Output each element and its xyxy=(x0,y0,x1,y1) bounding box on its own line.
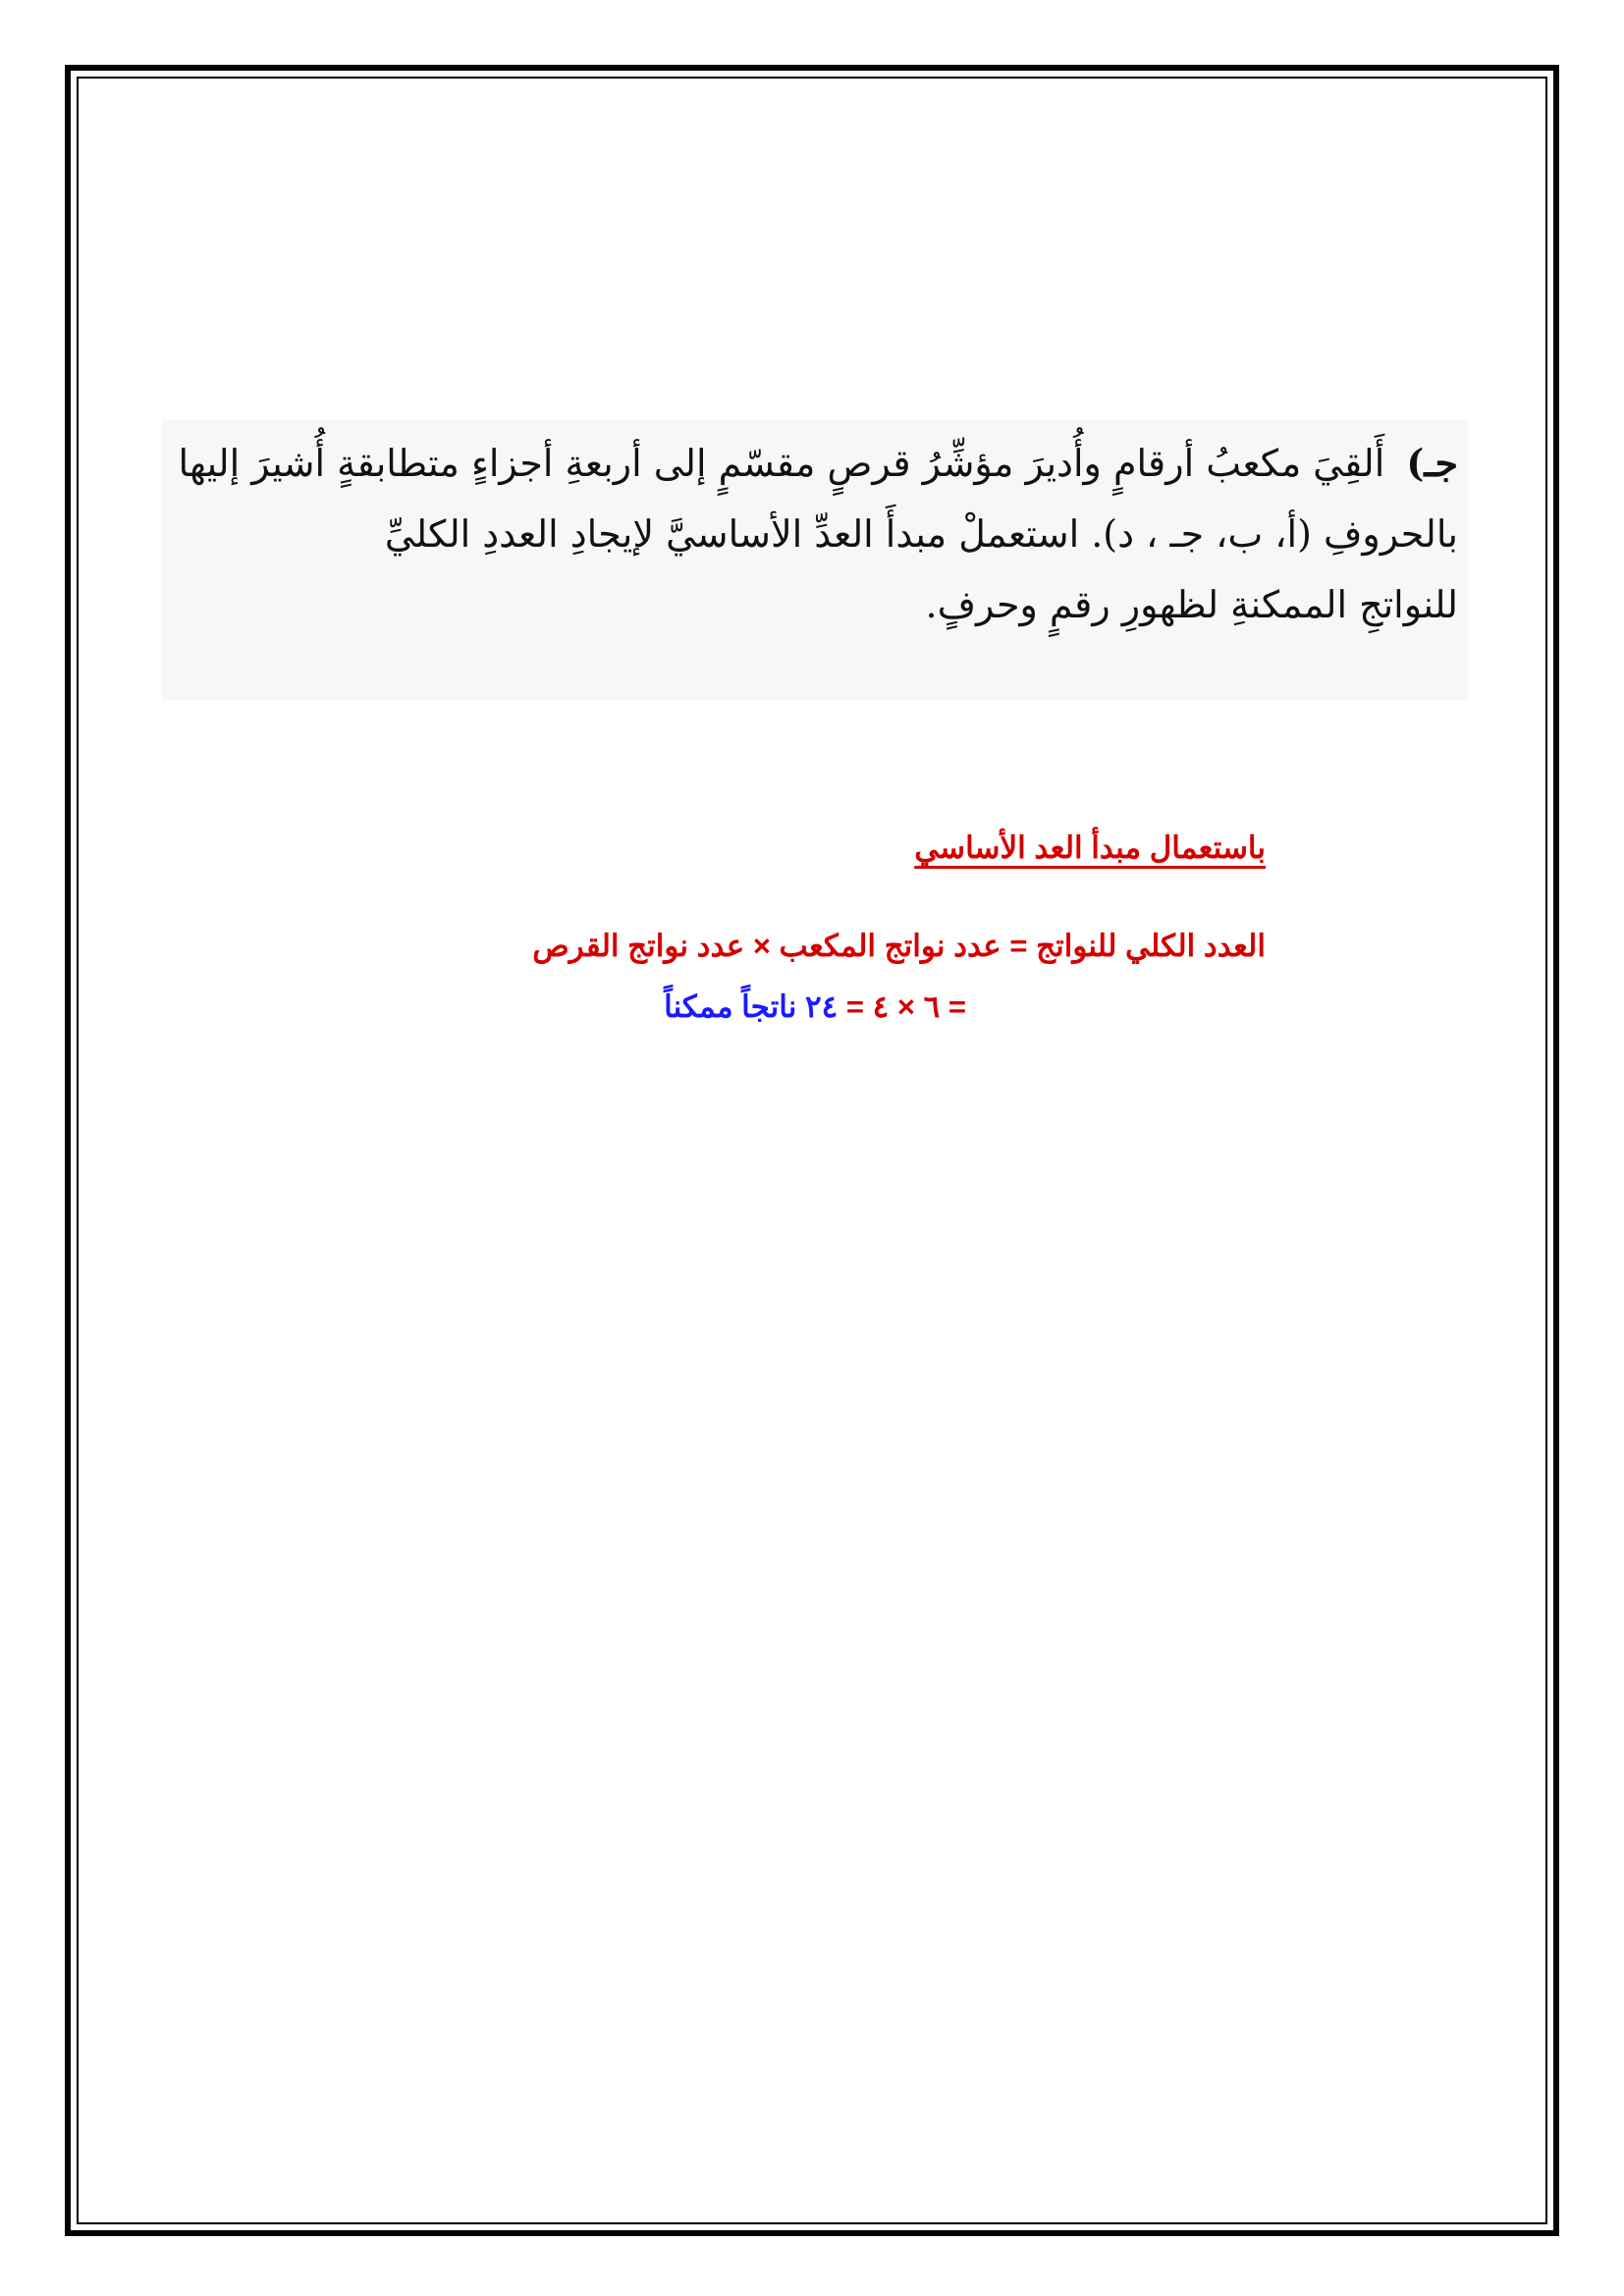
question-text-1: أَلقِيَ مكعبُ أرقامٍ وأُديرَ مؤشِّرُ قرصٍ مقسّمٍ إلى أربعةِ أجزاءٍ متطابقةٍ أُشيرَ إليها xyxy=(178,442,1385,485)
result-value: ٢٤ ناتجاً ممكناً xyxy=(664,989,839,1024)
answer-heading: باستعمال مبدأ العد الأساسي xyxy=(914,830,1266,865)
question-line-3: للنواتجِ الممكنةِ لظهورِ رقمٍ وحرفٍ. xyxy=(925,583,1458,626)
answer-formula: العدد الكلي للنواتج = عدد نواتج المكعب × عدد نواتج القرص xyxy=(532,929,1266,963)
question-line-1 xyxy=(172,428,1458,499)
question-box xyxy=(162,420,1468,700)
question-label: جـ) xyxy=(1406,441,1458,485)
page-border-inner xyxy=(77,77,1547,2224)
question-line-2: بالحروفِ (أ، ب، جـ ، د). استعملْ مبدأَ العدِّ الأساسيَّ لإيجادِ العددِ الكليِّ xyxy=(384,512,1458,556)
result-prefix: = ٦ × ٤ = xyxy=(838,989,966,1024)
answer-result xyxy=(664,989,966,1025)
